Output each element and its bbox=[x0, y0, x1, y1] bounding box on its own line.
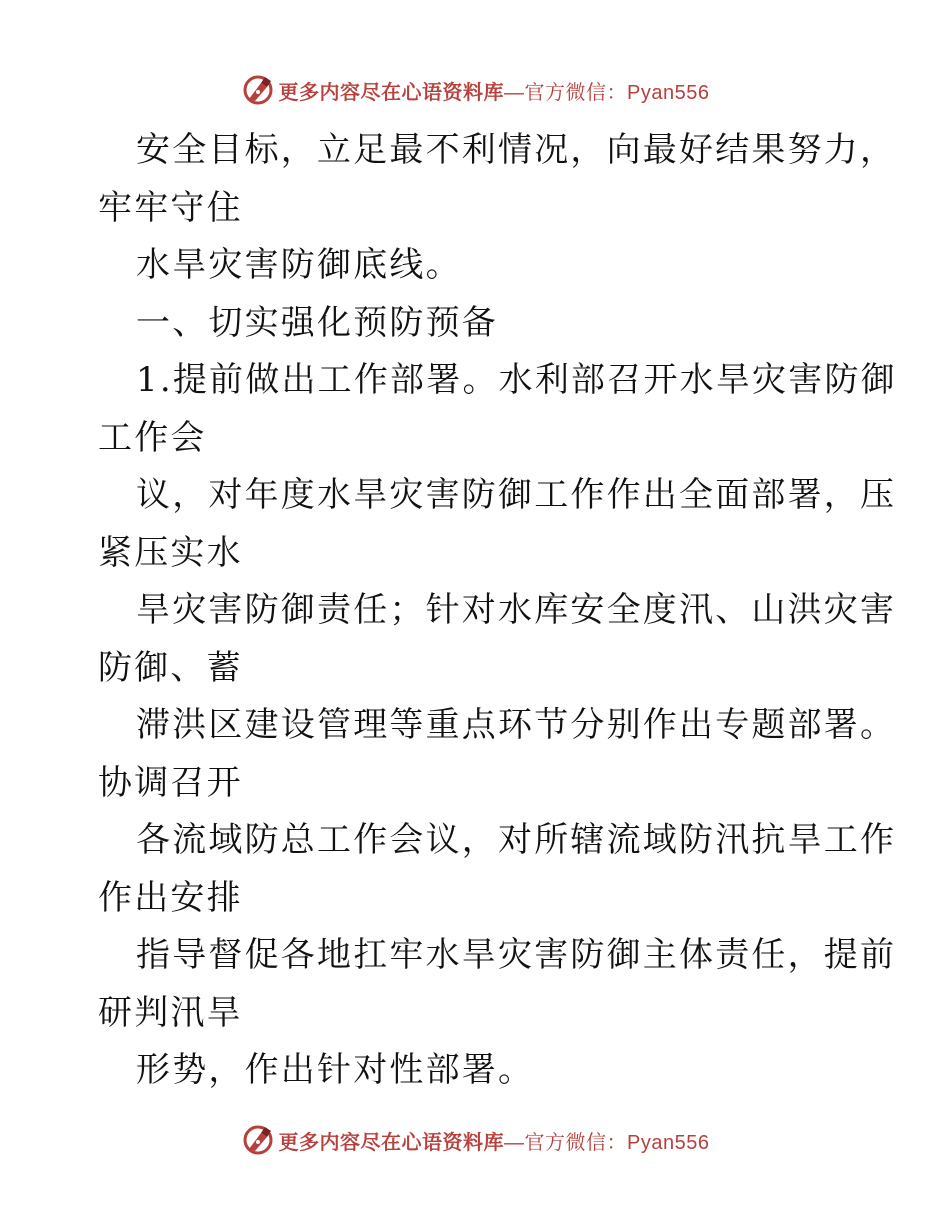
text-line: 防御、蓄 bbox=[98, 647, 243, 688]
watermark-main: 更多内容尽在心语资料库 bbox=[278, 79, 505, 104]
watermark-suffix: —官方微信：Pyan556 bbox=[504, 1131, 710, 1154]
text-line: 议，对年度水旱灾害防御工作作出全面部署，压 bbox=[136, 475, 897, 515]
watermark-suffix: —官方微信：Pyan556 bbox=[504, 81, 710, 104]
text-line: 形势，作出针对性部署。 bbox=[136, 1050, 535, 1090]
section-heading: 一、切实强化预防预备 bbox=[136, 302, 498, 343]
text-line: 工作会 bbox=[98, 417, 207, 458]
pen-nib-logo-icon bbox=[241, 1123, 275, 1157]
document-body bbox=[98, 122, 897, 1100]
watermark-text bbox=[279, 1126, 710, 1155]
text-line: 滞洪区建设管理等重点环节分别作出专题部署。 bbox=[136, 705, 897, 745]
text-line: 牢牢守住 bbox=[98, 187, 243, 228]
watermark-text bbox=[279, 76, 710, 105]
footer-watermark bbox=[0, 1120, 950, 1160]
text-line: 指导督促各地扛牢水旱灾害防御主体责任，提前 bbox=[136, 935, 897, 975]
text-line: 紧压实水 bbox=[98, 532, 243, 573]
pen-nib-logo-icon bbox=[241, 73, 275, 107]
text-line: 水旱灾害防御底线。 bbox=[136, 245, 462, 285]
watermark-main: 更多内容尽在心语资料库 bbox=[278, 1129, 505, 1154]
text-line: 1.提前做出工作部署。水利部召开水旱灾害防御 bbox=[136, 360, 897, 400]
text-line: 协调召开 bbox=[98, 762, 243, 803]
text-line: 研判汛旱 bbox=[98, 992, 243, 1033]
text-line: 安全目标，立足最不利情况，向最好结果努力， bbox=[136, 130, 897, 170]
text-line: 各流域防总工作会议，对所辖流域防汛抗旱工作 bbox=[136, 820, 897, 860]
text-line: 作出安排 bbox=[98, 877, 243, 918]
header-watermark bbox=[0, 70, 950, 110]
text-line: 旱灾害防御责任；针对水库安全度汛、山洪灾害 bbox=[136, 590, 897, 630]
